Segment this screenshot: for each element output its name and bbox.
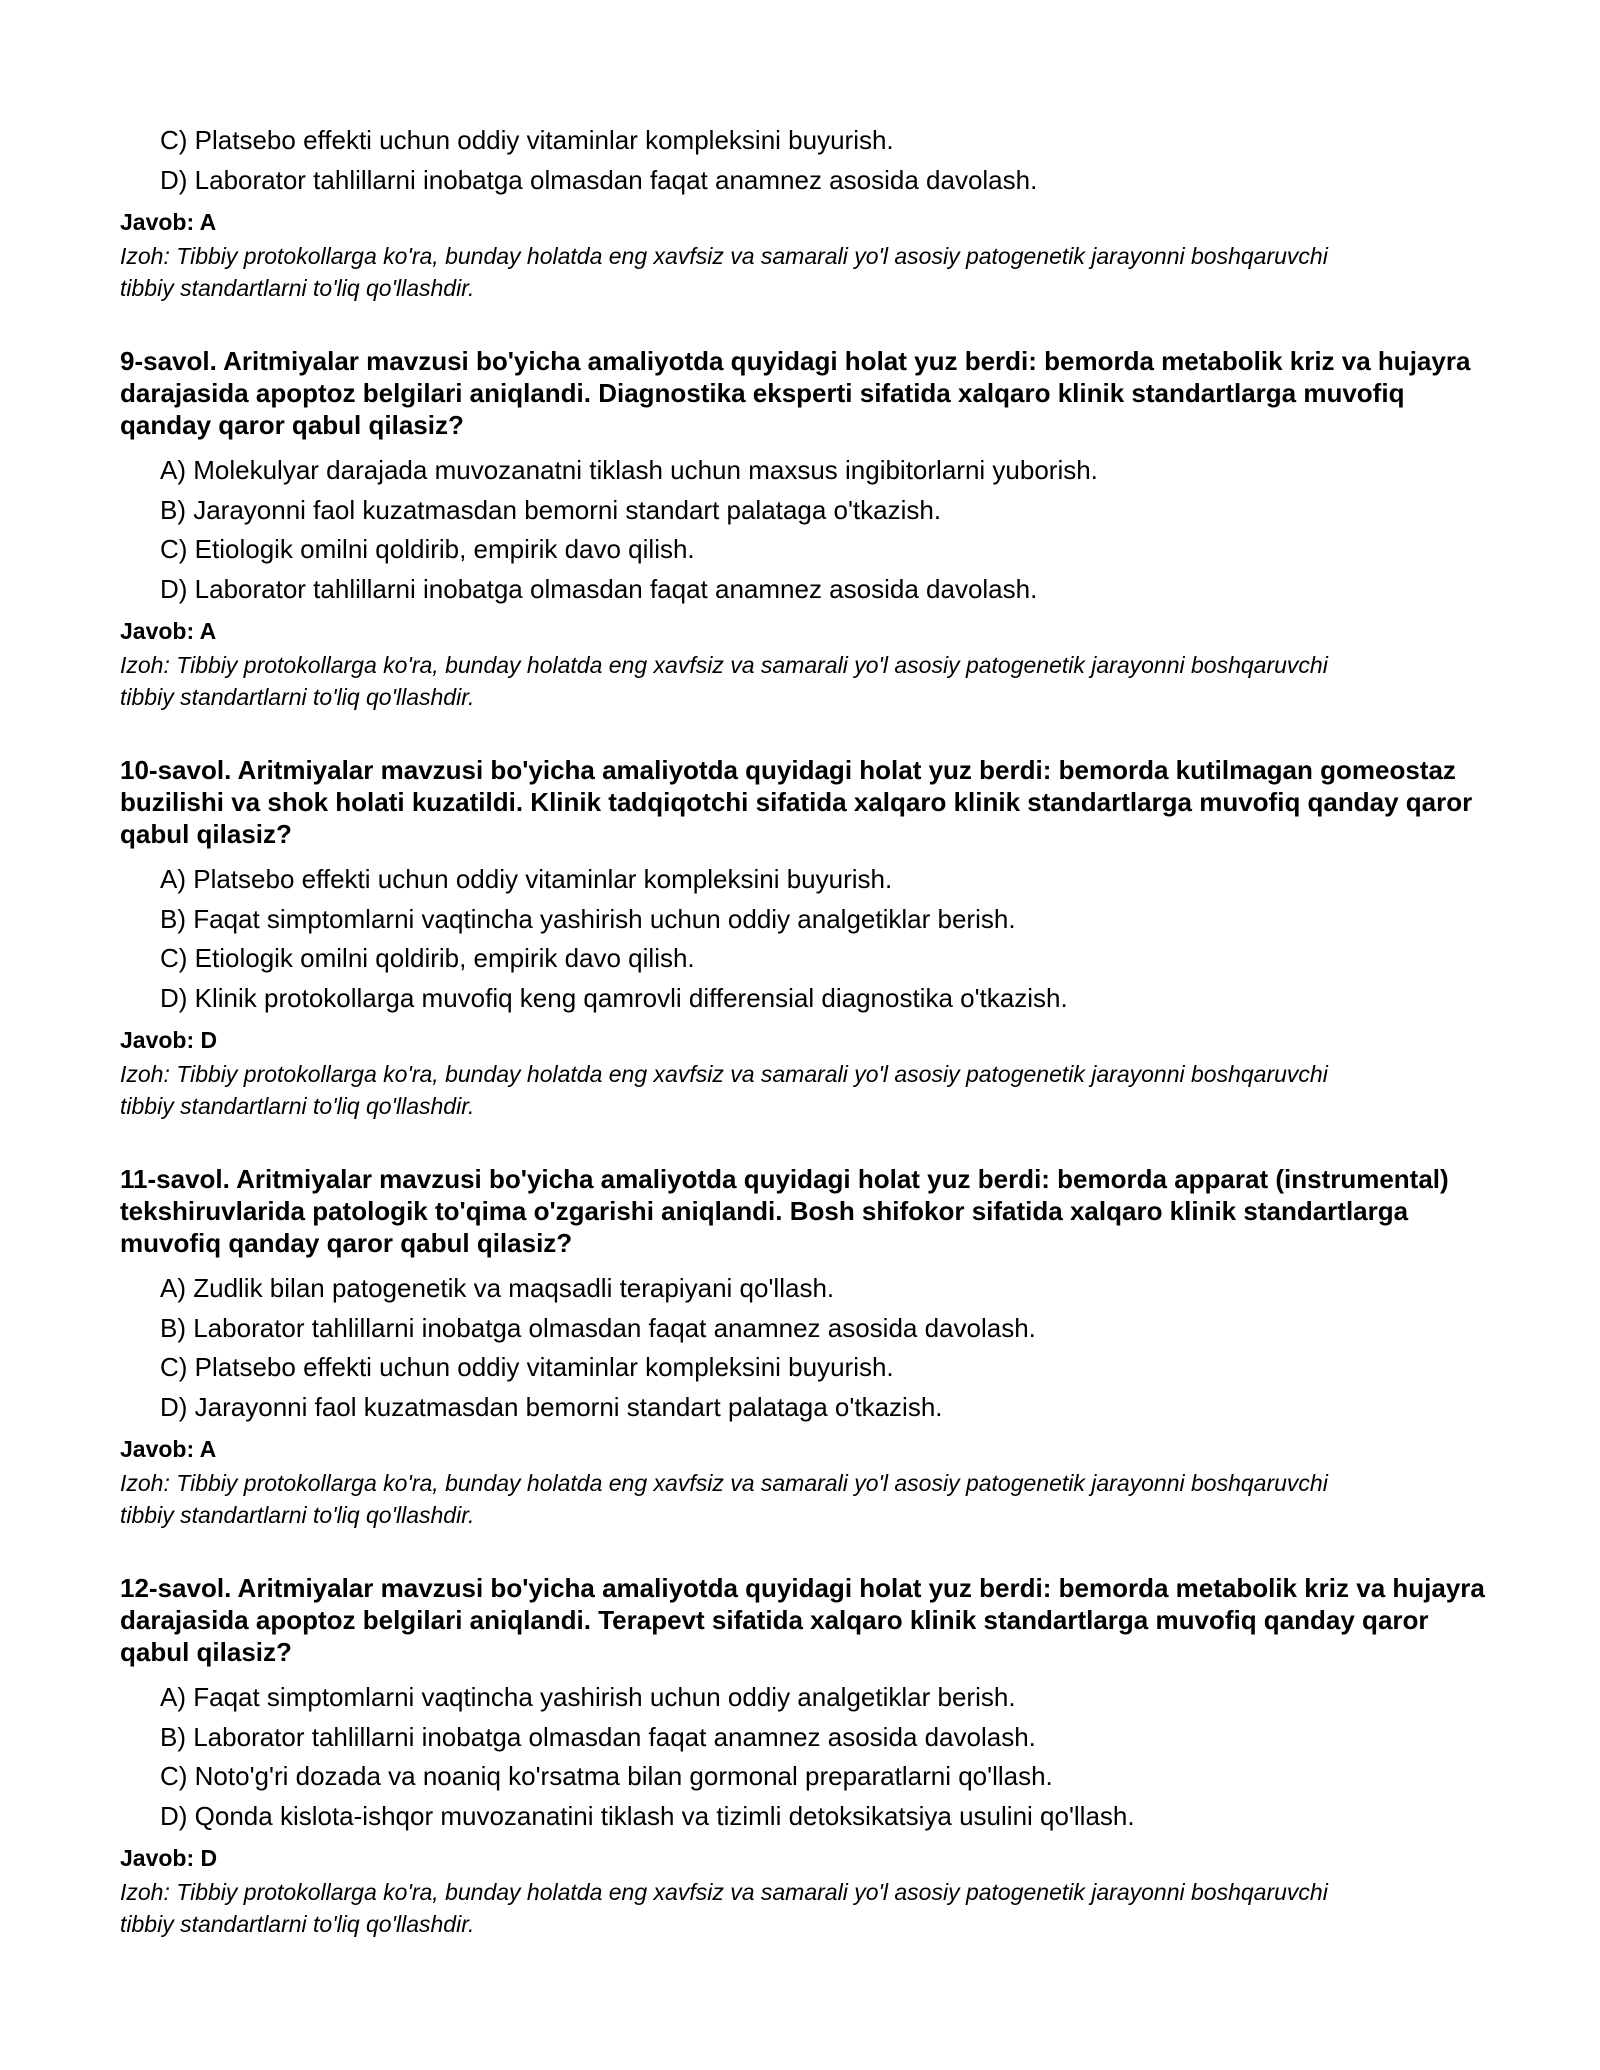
option-list <box>120 1269 1500 1427</box>
option-c: C) Platsebo effekti uchun oddiy vitaminlar kompleksini buyurish. <box>160 1352 894 1382</box>
explanation-note: Izoh: Tibbiy protokollarga ko'ra, bunday holatda eng xavfsiz va samarali yo'l asosiy patogenetik jarayonni boshqaruvchi tibbiy standartlarni to'liq qo'llashdir. <box>120 1061 1328 1119</box>
option-a: A) Zudlik bilan patogenetik va maqsadli terapiyani qo'llash. <box>160 1273 835 1303</box>
option-d: D) Laborator tahlillarni inobatga olmasdan faqat anamnez asosida davolash. <box>160 573 1038 604</box>
option-a: A) Molekulyar darajada muvozanatni tiklash uchun maxsus ingibitorlarni yuborish. <box>160 455 1098 485</box>
explanation-note: Izoh: Tibbiy protokollarga ko'ra, bunday holatda eng xavfsiz va samarali yo'l asosiy patogenetik jarayonni boshqaruvchi tibbiy standartlarni to'liq qo'llashdir. <box>120 1879 1328 1937</box>
answer-label: Javob: D <box>120 1027 218 1053</box>
explanation-note: Izoh: Tibbiy protokollarga ko'ra, bunday holatda eng xavfsiz va samarali yo'l asosiy patogenetik jarayonni boshqaruvchi tibbiy standartlarni to'liq qo'llashdir. <box>120 1470 1328 1528</box>
answer-label: Javob: A <box>120 209 217 235</box>
option-a: A) Platsebo effekti uchun oddiy vitaminlar kompleksini buyurish. <box>160 864 893 894</box>
option-b: B) Laborator tahlillarni inobatga olmasdan faqat anamnez asosida davolash. <box>160 1312 1036 1343</box>
option-list <box>120 121 1500 200</box>
option-list <box>120 860 1500 1018</box>
option-d: D) Klinik protokollarga muvofiq keng qamrovli differensial diagnostika o'tkazish. <box>160 982 1068 1013</box>
question-8-continuation <box>120 121 1500 304</box>
option-list <box>120 1678 1500 1836</box>
question-title: 9-savol. Aritmiyalar mavzusi bo'yicha amaliyotda quyidagi holat yuz berdi: bemorda metabolik kriz va hujayra darajasida apoptoz belgilari aniqlandi. Diagnostika eksperti sifatida xalqaro klinik standartlarga muvofiq qanday qaror qabul qilasiz? <box>120 346 1471 440</box>
option-list <box>120 451 1500 609</box>
option-b: B) Laborator tahlillarni inobatga olmasdan faqat anamnez asosida davolash. <box>160 1721 1036 1752</box>
question-11 <box>120 1163 1500 1531</box>
option-d: D) Jarayonni faol kuzatmasdan bemorni standart palataga o'tkazish. <box>160 1391 943 1422</box>
explanation-note: Izoh: Tibbiy protokollarga ko'ra, bunday holatda eng xavfsiz va samarali yo'l asosiy patogenetik jarayonni boshqaruvchi tibbiy standartlarni to'liq qo'llashdir. <box>120 243 1328 301</box>
answer-label: Javob: D <box>120 1845 218 1871</box>
option-b: B) Jarayonni faol kuzatmasdan bemorni standart palataga o'tkazish. <box>160 494 942 525</box>
option-d: D) Laborator tahlillarni inobatga olmasdan faqat anamnez asosida davolash. <box>160 164 1038 195</box>
explanation-note: Izoh: Tibbiy protokollarga ko'ra, bunday holatda eng xavfsiz va samarali yo'l asosiy patogenetik jarayonni boshqaruvchi tibbiy standartlarni to'liq qo'llashdir. <box>120 652 1328 710</box>
option-c: C) Etiologik omilni qoldirib, empirik davo qilish. <box>160 943 695 973</box>
option-a: A) Faqat simptomlarni vaqtincha yashirish uchun oddiy analgetiklar berish. <box>160 1682 1016 1712</box>
question-title: 12-savol. Aritmiyalar mavzusi bo'yicha amaliyotda quyidagi holat yuz berdi: bemorda metabolik kriz va hujayra darajasida apoptoz belgilari aniqlandi. Terapevt sifatida xalqaro klinik standartlarga muvofiq qanday qaror qabul qilasiz? <box>120 1573 1485 1667</box>
question-title: 10-savol. Aritmiyalar mavzusi bo'yicha amaliyotda quyidagi holat yuz berdi: bemorda kutilmagan gomeostaz buzilishi va shok holati kuzatildi. Klinik tadqiqotchi sifatida xalqaro klinik standartlarga muvofiq qanday qaror qabul qilasiz? <box>120 755 1473 849</box>
option-d: D) Qonda kislota-ishqor muvozanatini tiklash va tizimli detoksikatsiya usulini qo'llash. <box>160 1800 1135 1831</box>
option-c: C) Noto'g'ri dozada va noaniq ko'rsatma bilan gormonal preparatlarni qo'llash. <box>160 1761 1053 1791</box>
option-b: B) Faqat simptomlarni vaqtincha yashirish uchun oddiy analgetiklar berish. <box>160 903 1016 934</box>
question-10 <box>120 754 1500 1122</box>
question-9 <box>120 345 1500 713</box>
option-c: C) Platsebo effekti uchun oddiy vitaminlar kompleksini buyurish. <box>160 125 894 155</box>
answer-label: Javob: A <box>120 618 217 644</box>
question-12 <box>120 1572 1500 1940</box>
option-c: C) Etiologik omilni qoldirib, empirik davo qilish. <box>160 534 695 564</box>
question-title: 11-savol. Aritmiyalar mavzusi bo'yicha amaliyotda quyidagi holat yuz berdi: bemorda apparat (instrumental) tekshiruvlarida patologik to'qima o'zgarishi aniqlandi. Bosh shifokor sifatida xalqaro klinik standartlarga muvofiq qanday qaror qabul qilasiz? <box>120 1164 1449 1258</box>
answer-label: Javob: A <box>120 1436 217 1462</box>
